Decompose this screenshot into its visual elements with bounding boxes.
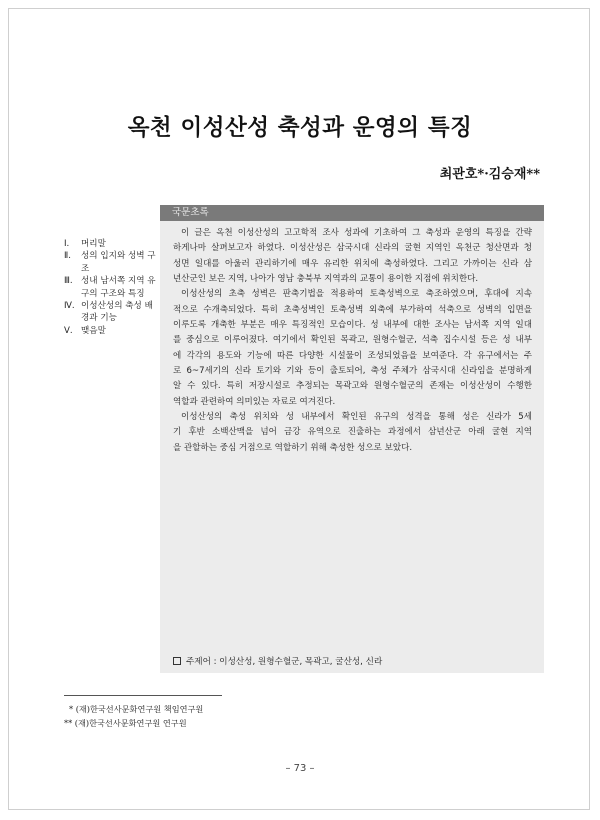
footnote-2: ** (재)한국선사문화연구원 연구원 (64, 718, 187, 728)
abstract-heading: 국문초록 (160, 205, 544, 221)
page-number: – 73 – (285, 763, 315, 774)
abstract-line: 기 후반 소백산맥을 넘어 금강 유역으로 진출하는 과정에서 삼년산군 아래 굴현 지역 (173, 427, 532, 438)
abstract-line: 역할과 관련하여 의미있는 자료로 여겨진다. (173, 396, 336, 407)
toc-item-text: 이성산성의 축성 배경과 기능 (81, 301, 153, 324)
abstract-line: 하게나마 살펴보고자 하였다. 이성산성은 삼국시대 신라의 굴현 지역인 옥천군 청산면과 청 (173, 243, 532, 254)
abstract-line: 년산군인 보은 지역, 나아가 영남 충북부 지역과의 교통이 용이한 지점에 위치한다. (173, 274, 479, 285)
abstract-box (160, 205, 544, 673)
toc-item-text: 성내 남서쪽 지역 유구의 구조와 특징 (81, 276, 156, 299)
square-bullet-icon (173, 657, 181, 665)
footnotes (64, 702, 203, 730)
paper-title: 옥천 이성산성 축성과 운영의 특징 (127, 115, 473, 141)
toc-item (64, 275, 156, 300)
toc-item-number: Ⅳ. (64, 301, 75, 312)
abstract-line: 적으로 수개축되었다. 특히 초축성벽인 토축성벽 외축에 부가하여 석축으로 성벽의 입면을 (173, 304, 532, 315)
abstract-line: 알 수 있다. 특히 저장시설로 추정되는 목곽고와 원형수혈군의 존재는 이성산성이 수행한 (173, 381, 532, 392)
abstract-line: 성면 일대를 아울러 관리하기에 매우 유리한 위치에 축성하였다. 그리고 가까이는 신라 삼 (173, 258, 532, 269)
table-of-contents (64, 238, 156, 337)
abstract-line: 로 6~7세기의 신라 토기와 기와 등이 출토되어, 축성 주체가 삼국시대 신라임을 분명하게 (173, 366, 532, 377)
toc-item-text: 머리말 (81, 239, 106, 249)
toc-item-text: 성의 입지와 성벽 구조 (81, 251, 156, 274)
toc-item-text: 맺음말 (81, 325, 106, 336)
abstract-line: 이성산성의 초축 성벽은 판축기법을 적용하여 토축성벽으로 축조하였으며, 후대에 지속 (181, 289, 532, 300)
keywords (173, 655, 382, 667)
abstract-line: 이루도록 개축한 부분은 매우 특징적인 모습이다. 성 내부에 대한 조사는 남서쪽 지역 일대 (173, 320, 532, 331)
abstract-line: 을 관할하는 중심 거점으로 역할하기 위해 축성한 성으로 보았다. (173, 442, 413, 453)
toc-item (64, 250, 156, 275)
toc-item-number: Ⅴ. (64, 325, 73, 336)
abstract-line: 이 글은 옥천 이성산성의 고고학적 조사 성과에 기초하여 그 축성과 운영의 특징을 간략 (181, 228, 532, 238)
toc-item (64, 325, 156, 337)
authors: 최관호*·김승재** (439, 167, 540, 182)
keywords-text: 주제어 : 이성산성, 원형수혈군, 목곽고, 굴산성, 신라 (186, 657, 383, 667)
footnote-divider (64, 695, 222, 696)
footnote-1: * (재)한국선사문화연구원 책임연구원 (69, 704, 204, 714)
abstract-line: 를 중심으로 이루어졌다. 여기에서 확인된 목곽고, 원형수혈군, 석축 집수시설 등은 성 내부 (173, 335, 532, 346)
toc-item (64, 300, 156, 325)
abstract-body (160, 221, 544, 456)
toc-item (64, 238, 156, 250)
toc-item-number: Ⅰ. (64, 239, 70, 249)
abstract-line: 이성산성의 축성 위치와 성 내부에서 확인된 유구의 성격을 통해 성은 신라가 5세 (181, 412, 532, 423)
toc-item-number: Ⅱ. (64, 251, 71, 262)
toc-item-number: Ⅲ. (64, 276, 73, 287)
abstract-line: 에 각각의 용도와 기능에 따른 다양한 시설물이 조성되었음을 보여준다. 각 유구에서는 주 (173, 350, 532, 361)
